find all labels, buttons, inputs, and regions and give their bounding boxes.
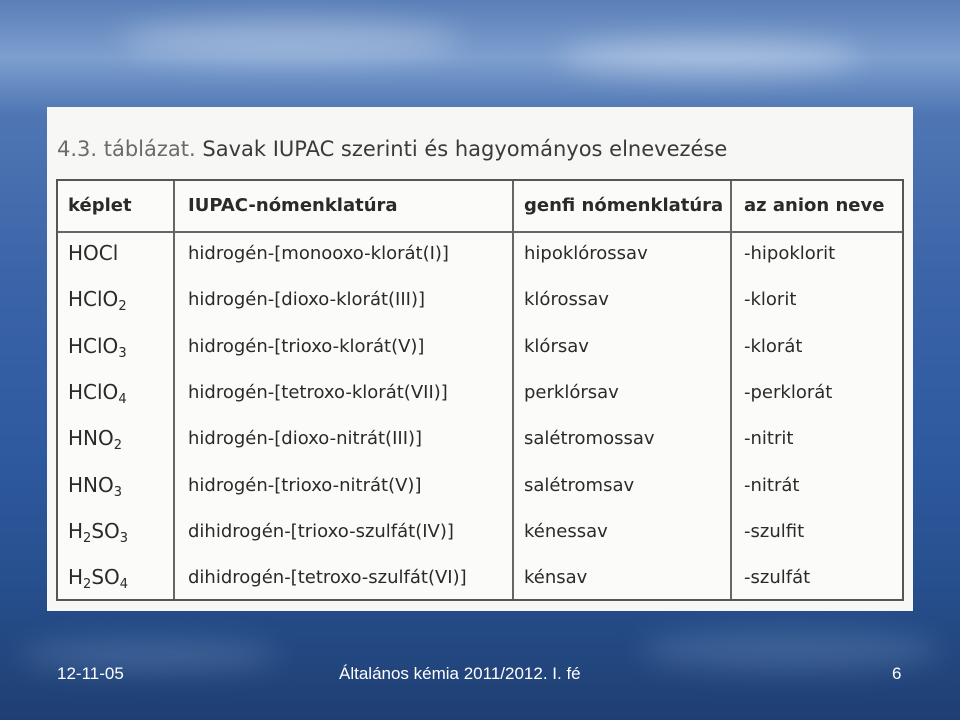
cell-genfi: kénessav — [524, 520, 608, 542]
formula-subscript: 2 — [83, 530, 92, 546]
footer-date: 12-11-05 — [57, 664, 124, 683]
cell-formula: $H_2SO_3$ — [68, 518, 129, 546]
acid-names-table — [56, 179, 904, 601]
table-caption — [57, 137, 727, 161]
cell-genfi: hipoklórossav — [524, 243, 648, 264]
column-divider — [173, 181, 175, 599]
formula-subscript: 4 — [119, 577, 129, 593]
cell-anion: -klorát — [744, 335, 803, 357]
cell-anion: -nitrát — [744, 474, 800, 496]
formula-subscript: 2 — [113, 438, 123, 454]
cell-iupac: dihidrogén-[trioxo-szulfát(IV)] — [188, 520, 454, 542]
header-formula: képlet — [68, 195, 132, 216]
cell-anion: -szulfit — [744, 520, 805, 542]
cell-anion: -perklorát — [744, 381, 833, 403]
column-divider — [512, 181, 514, 599]
background-cloud — [120, 20, 460, 60]
header-anion: az anion neve — [744, 195, 885, 216]
cell-formula: HClO$_4$ — [68, 379, 127, 407]
header-genfi: genfi nómenklatúra — [524, 195, 724, 216]
background-cloud — [560, 40, 860, 74]
formula-subscript: 3 — [119, 530, 129, 546]
cell-iupac: hidrogén-[dioxo-klorát(III)] — [188, 289, 426, 311]
formula-subscript: 3 — [113, 484, 123, 500]
caption-number: 4.3. táblázat. — [57, 137, 196, 161]
column-divider — [730, 181, 732, 599]
cell-iupac: hidrogén-[trioxo-klorát(V)] — [188, 335, 425, 357]
cell-iupac: hidrogén-[trioxo-nitrát(V)] — [188, 474, 422, 496]
formula-subscript: 3 — [118, 345, 127, 361]
cell-anion: -nitrit — [744, 428, 794, 450]
cell-iupac: hidrogén-[tetroxo-klorát(VII)] — [188, 381, 448, 403]
cell-genfi: salétromossav — [524, 428, 655, 450]
header-iupac: IUPAC-nómenklatúra — [188, 195, 398, 216]
cell-formula: HClO$_2$ — [68, 287, 127, 315]
cell-anion: -klorit — [744, 289, 797, 311]
cell-genfi: klórsav — [524, 335, 589, 357]
footer-page-number: 6 — [892, 664, 902, 683]
cell-formula: $H_2SO_4$ — [68, 565, 129, 593]
cell-anion: -szulfát — [744, 567, 811, 589]
cell-formula: $HNO_3$ — [68, 472, 123, 500]
caption-text: Savak IUPAC szerinti és hagyományos elnevezése — [202, 137, 728, 161]
formula-subscript: 2 — [118, 299, 127, 315]
cell-iupac: hidrogén-[dioxo-nitrát(III)] — [188, 428, 423, 450]
cell-formula: $HNO_2$ — [68, 426, 123, 454]
cell-genfi: kénsav — [524, 567, 588, 589]
cell-formula: HOCl — [68, 241, 119, 265]
header-divider — [58, 231, 902, 233]
footer-title: Általános kémia 2011/2012. I. fé — [339, 664, 581, 683]
table-image-panel — [47, 107, 913, 611]
cell-iupac: dihidrogén-[tetroxo-szulfát(VI)] — [188, 567, 467, 589]
cell-formula: HClO$_3$ — [68, 333, 127, 361]
cell-genfi: salétromsav — [524, 474, 635, 496]
cell-iupac: hidrogén-[monooxo-klorát(I)] — [188, 243, 449, 264]
cell-genfi: klórossav — [524, 289, 609, 311]
formula-subscript: 2 — [83, 577, 92, 593]
formula-subscript: 4 — [118, 391, 127, 407]
cell-genfi: perklórsav — [524, 381, 619, 403]
cell-anion: -hipoklorit — [744, 243, 836, 264]
